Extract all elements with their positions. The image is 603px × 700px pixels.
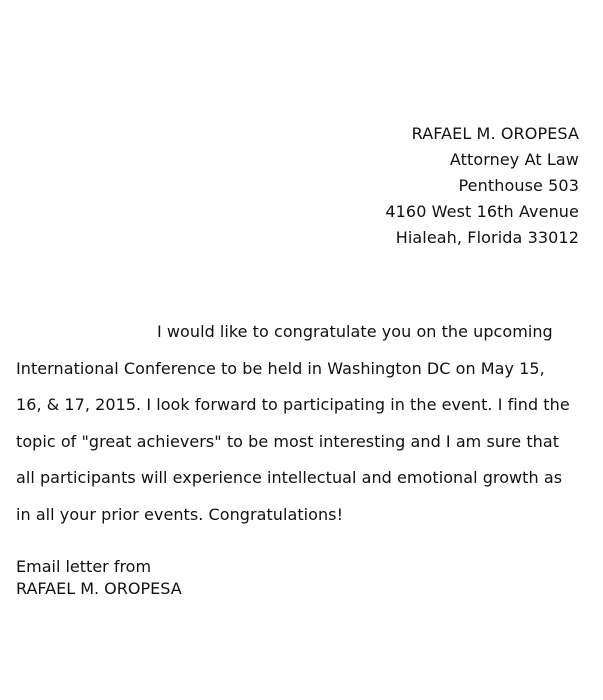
sender-address-block [385,121,579,251]
letter-line-4: topic of "great achievers" to be most interesting and I am sure that [16,431,560,451]
letter-line-5: all participants will experience intellectual and emotional growth as [16,468,563,487]
letter-line-1: I would like to congratulate you on the upcoming [157,322,553,341]
sender-address-line1: Penthouse 503 [458,176,579,195]
letter-line-2: International Conference to be held in Washington DC on May 15, [16,358,545,378]
sender-address-line2: 4160 West 16th Avenue [385,202,579,221]
sender-name: RAFAEL M. OROPESA [411,124,579,143]
letter-body [16,314,583,533]
sender-title: Attorney At Law [449,150,579,169]
closing-line1: Email letter from [16,557,152,576]
letter-line-3: 16, & 17, 2015. I look forward to participating in the event. I find the [16,395,570,414]
closing-signature-name: RAFAEL M. OROPESA [16,579,182,598]
sender-address-line3: Hialeah, Florida 33012 [395,228,579,247]
letter-line-6: in all your prior events. Congratulations! [16,504,344,524]
letter-closing [16,556,182,600]
